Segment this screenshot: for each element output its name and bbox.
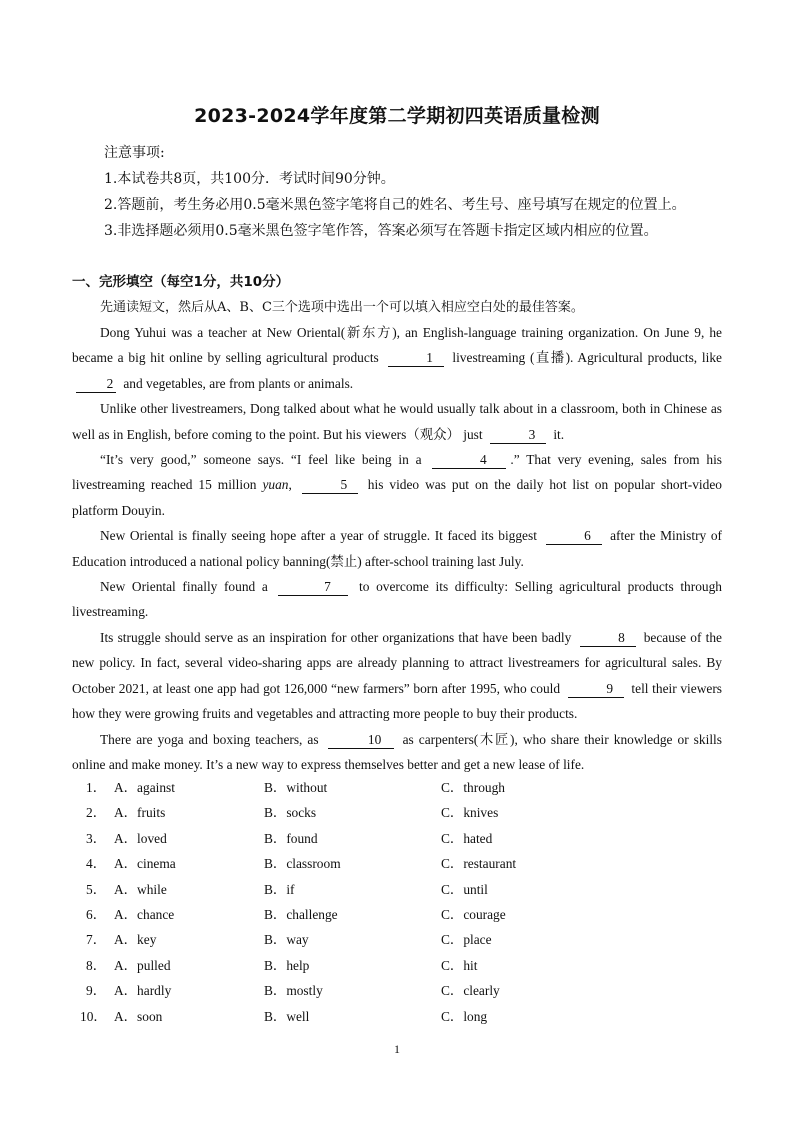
- option-a: A．while: [114, 881, 167, 897]
- option-a: A．chance: [114, 906, 175, 922]
- option-row: [72, 777, 722, 802]
- notice-item-1: 1.本试卷共8页，共100分．考试时间90分钟。: [104, 171, 395, 187]
- option-row: [72, 879, 722, 904]
- passage-text: New Oriental is finally seeing hope after a year of struggle. It faced its biggest: [100, 528, 537, 544]
- option-c: C．clearly: [441, 983, 500, 999]
- blank-3: 3: [490, 427, 546, 444]
- option-b: B．found: [264, 830, 318, 846]
- option-c: C．place: [441, 932, 492, 948]
- option-b: B．challenge: [264, 906, 338, 922]
- option-row: [72, 1006, 722, 1031]
- question-number: 2．: [86, 805, 107, 821]
- option-a: A．loved: [114, 830, 167, 846]
- option-c: C．hit: [441, 957, 478, 973]
- blank-6: 6: [546, 528, 602, 545]
- question-number: 4．: [86, 856, 107, 872]
- passage-text: to overcome its difficulty: Selling agricultural products through livestreaming.: [72, 579, 722, 620]
- page-title: 2023-2024学年度第二学期初四英语质量检测: [194, 105, 600, 127]
- option-b: B．without: [264, 780, 328, 795]
- notice-item-3: 3.非选择题必须用0.5毫米黑色签字笔作答，答案必须写在答题卡指定区域内相应的位置。: [104, 223, 658, 239]
- blank-2: 2: [76, 376, 116, 393]
- passage-text: his video was put on the daily hot list on popular short-video platform Douyin.: [72, 477, 722, 518]
- option-c: C．through: [441, 780, 505, 795]
- passage-text: There are yoga and boxing teachers, as: [100, 731, 319, 747]
- passage-text: after the Ministry of Education introduced a national policy banning(禁止) after-school training last July.: [72, 528, 722, 569]
- notice-heading: 注意事项:: [104, 145, 165, 161]
- question-number: 3．: [86, 830, 107, 846]
- page-number: 1: [394, 1042, 400, 1056]
- option-c: C．until: [441, 881, 488, 897]
- passage-text: it.: [553, 426, 565, 442]
- option-c: C．restaurant: [441, 856, 517, 872]
- passage-paragraph-6: [72, 625, 722, 727]
- option-c: C．courage: [441, 906, 506, 922]
- passage-paragraph-7: [72, 727, 722, 778]
- option-b: B．if: [264, 881, 295, 897]
- option-row: [72, 853, 722, 878]
- option-a: A．fruits: [114, 805, 166, 821]
- option-b: B．classroom: [264, 856, 341, 872]
- option-row: [72, 955, 722, 980]
- option-c: C．hated: [441, 830, 493, 846]
- option-row: [72, 904, 722, 929]
- option-row: [72, 828, 722, 853]
- cloze-passage: [72, 320, 722, 777]
- section-instruction: 先通读短文，然后从A、B、C三个选项中选出一个可以填入相应空白处的最佳答案。: [100, 300, 584, 315]
- question-number: 9．: [86, 983, 107, 999]
- italic-word: yuan: [262, 477, 289, 493]
- passage-text: Unlike other livestreamers, Dong talked about what he would usually talk about in a classroom, both in Chinese as well as in English, before coming to the point. But his viewers（观众） just: [72, 401, 722, 442]
- passage-text: ,: [288, 477, 292, 493]
- option-b: B．help: [264, 957, 310, 973]
- blank-4: 4: [432, 452, 506, 469]
- question-number: 1．: [86, 780, 107, 795]
- passage-text: livestreaming (直播). Agricultural products, like: [452, 350, 722, 366]
- option-b: B．mostly: [264, 983, 323, 999]
- passage-text: Dong Yuhui was a teacher at New Oriental(新东方), an English-language training organization. On June 9, he became a big hit online by selling agricultural products: [72, 325, 722, 366]
- option-a: A．against: [114, 780, 175, 795]
- option-a: A．hardly: [114, 983, 172, 999]
- option-b: B．well: [264, 1008, 310, 1024]
- passage-text: .” That very evening, sales from his livestreaming reached 15 million: [72, 452, 723, 493]
- option-row: [72, 929, 722, 954]
- passage-paragraph-2: [72, 396, 722, 447]
- notice-item-2: 2.答题前，考生务必用0.5毫米黑色签字笔将自己的姓名、考生号、座号填写在规定的位置上。: [104, 197, 686, 213]
- option-c: C．knives: [441, 805, 499, 821]
- answer-options: [72, 777, 722, 1031]
- passage-text: New Oriental finally found a: [100, 579, 268, 595]
- passage-text: tell their viewers how they were growing fruits and vegetables and attracting more people to buy their products.: [72, 680, 723, 722]
- question-number: 6．: [86, 906, 107, 922]
- passage-text: and vegetables, are from plants or animals.: [123, 375, 354, 391]
- option-a: A．key: [114, 932, 157, 948]
- blank-9: 9: [568, 681, 624, 698]
- passage-text: as carpenters(木匠), who share their knowledge or skills online and make money. It’s a new way to express themselves better and get a new lease of life.: [72, 731, 722, 772]
- option-b: B．socks: [264, 805, 317, 821]
- blank-5: 5: [302, 477, 358, 494]
- blank-10: 10: [328, 732, 394, 749]
- blank-8: 8: [580, 630, 636, 647]
- notice-block: [72, 140, 732, 244]
- option-c: C．long: [441, 1008, 488, 1024]
- passage-text: Its struggle should serve as an inspiration for other organizations that have been badly: [100, 629, 572, 645]
- question-number: 7．: [86, 932, 107, 948]
- passage-text: “It’s very good,” someone says. “I feel like being in a: [100, 452, 422, 468]
- option-a: A．pulled: [114, 957, 171, 973]
- blank-7: 7: [278, 579, 348, 596]
- option-row: [72, 802, 722, 827]
- question-number: 5．: [86, 881, 107, 897]
- passage-text: because of the new policy. In fact, several video-sharing apps are already planning to attract livestreamers for agricultural sales. By October 2021, at least one app had got 126,000 “new farmers” born after 1995, who could: [72, 629, 722, 696]
- blank-1: 1: [388, 350, 444, 367]
- option-a: A．soon: [114, 1008, 163, 1024]
- passage-paragraph-3: [72, 447, 722, 523]
- question-number: 8．: [86, 957, 107, 973]
- passage-paragraph-4: [72, 523, 722, 574]
- option-b: B．way: [264, 932, 309, 948]
- option-row: [72, 980, 722, 1005]
- passage-paragraph-1: [72, 320, 722, 396]
- section-heading: 一、完形填空（每空1分，共10分）: [72, 274, 290, 290]
- question-number: 10．: [80, 1008, 107, 1024]
- passage-paragraph-5: [72, 574, 722, 625]
- option-a: A．cinema: [114, 856, 176, 872]
